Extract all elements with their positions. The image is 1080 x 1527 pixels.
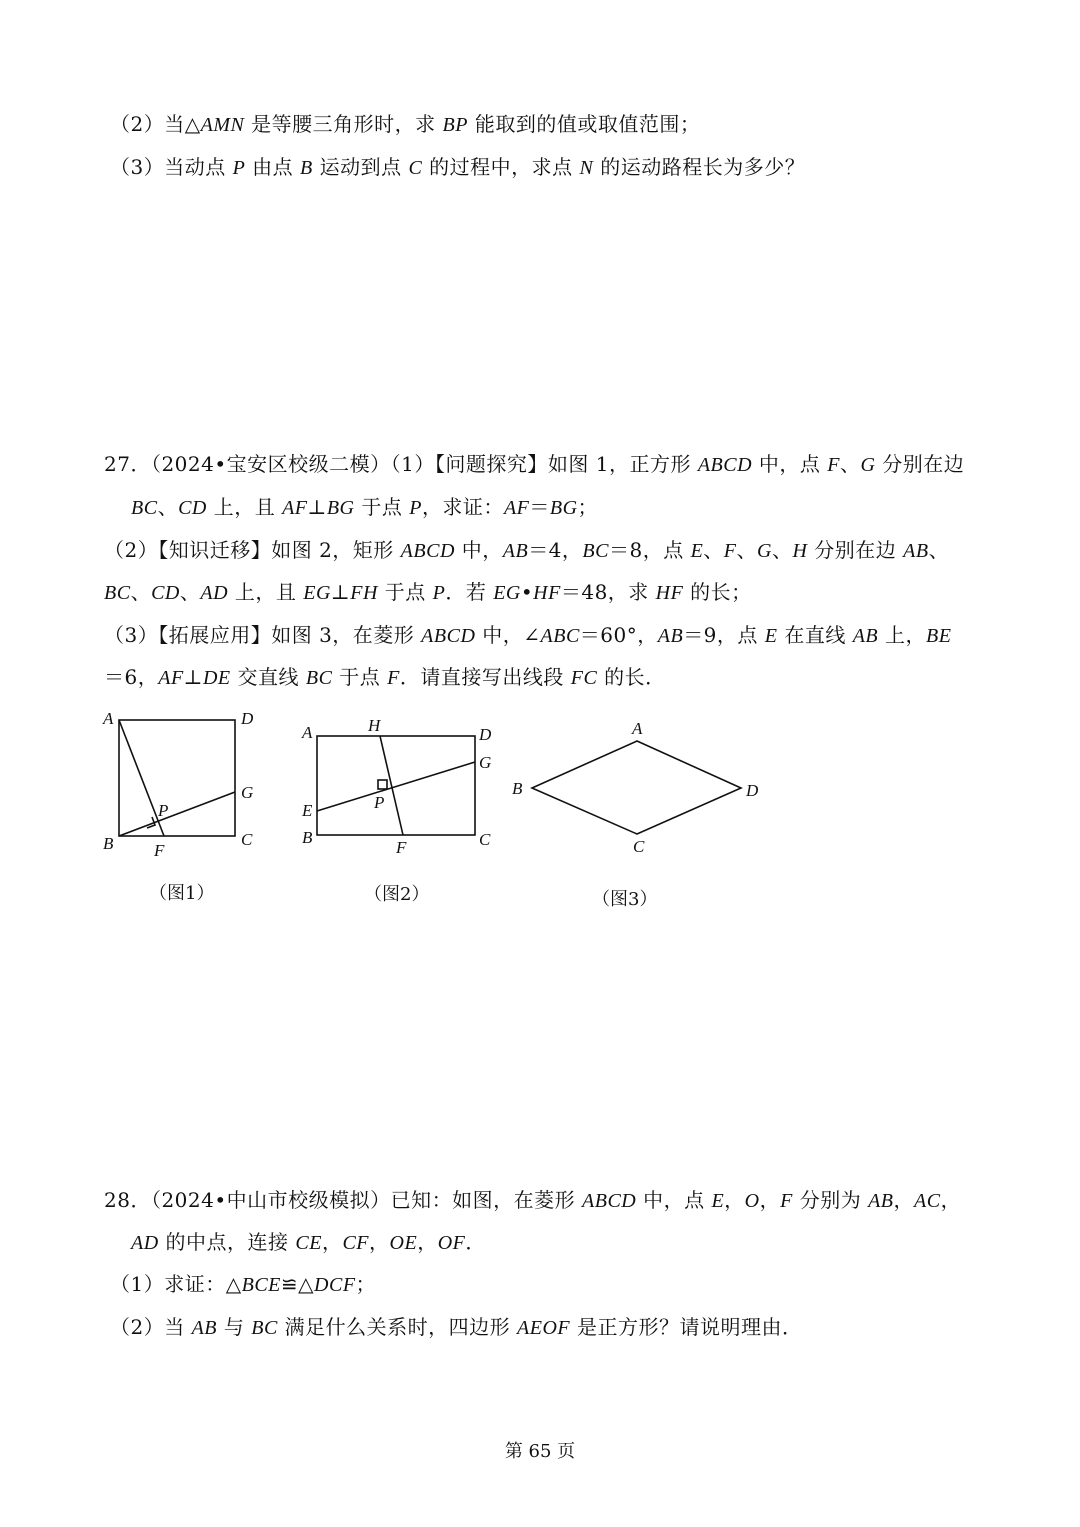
text-run: （1）求证：△	[110, 1272, 242, 1296]
math-variable: AB	[191, 1317, 218, 1339]
math-variable: E	[764, 625, 778, 647]
text-run: 、	[736, 538, 758, 562]
label-b: B	[103, 834, 114, 853]
label-f: F	[154, 841, 165, 860]
figure-2-caption: （图2）	[364, 884, 430, 905]
q28-part2-text	[110, 1314, 802, 1341]
text-run: （2）【知识迁移】如图 2，矩形	[104, 538, 401, 562]
text-run: 上，且	[206, 495, 283, 519]
math-variable: BC	[305, 667, 333, 689]
math-variable: ABCD	[582, 1190, 637, 1212]
text-run: 分别为	[792, 1188, 869, 1212]
rhombus-abcd	[532, 741, 741, 834]
text-run: 在直线	[777, 623, 853, 647]
math-variable: P	[432, 582, 446, 604]
text-run: 上，	[878, 623, 927, 647]
page-number: 第 65 页	[504, 1441, 576, 1462]
math-variable: F	[723, 540, 737, 562]
text-run: 的运动路程长为多少？	[593, 155, 806, 179]
text-run: 满足什么关系时，四边形	[277, 1315, 518, 1339]
math-variable: G	[757, 540, 772, 562]
math-variable: AC	[914, 1190, 941, 1212]
text-run: ；	[577, 495, 599, 519]
text-run: ，	[893, 1188, 914, 1212]
text-run: 中，	[454, 538, 503, 562]
math-variable: DE	[202, 667, 231, 689]
math-variable: BG	[549, 497, 578, 519]
segment-bg	[119, 792, 235, 836]
text-run: ＝6，	[104, 665, 159, 689]
text-run: 中，∠	[475, 623, 541, 647]
label-g: G	[479, 753, 492, 772]
math-variable: BE	[926, 625, 952, 647]
math-variable: AB	[868, 1190, 894, 1212]
math-variable: C	[408, 157, 423, 179]
text-run: 、	[928, 538, 950, 562]
text-run: ．请直接写出线段	[399, 665, 571, 689]
label-d: D	[241, 709, 254, 728]
math-variable: AB	[502, 540, 529, 562]
math-variable: ABC	[540, 625, 580, 647]
math-variable: HF	[655, 582, 684, 604]
text-run: 、	[839, 452, 861, 476]
text-run: 上，且	[228, 580, 304, 604]
math-variable: O	[744, 1190, 760, 1212]
figure-1-caption: （图1）	[149, 883, 215, 904]
math-variable: BP	[442, 114, 468, 136]
text-run: ＝4，	[528, 538, 583, 562]
math-variable: E	[711, 1190, 725, 1212]
label-d: D	[479, 725, 492, 744]
math-variable: OE	[389, 1232, 418, 1254]
label-f: F	[396, 838, 407, 857]
text-run: ．若	[445, 580, 494, 604]
text-run: 运动到点	[312, 155, 409, 179]
text-run: 由点	[245, 155, 301, 179]
label-c: C	[633, 837, 645, 856]
text-run: ＝60°，	[579, 623, 658, 647]
figure-2	[317, 736, 475, 835]
label-c: C	[241, 830, 253, 849]
math-variable: HF	[533, 582, 561, 604]
math-variable: G	[860, 454, 876, 476]
q28-stem-line1	[104, 1187, 961, 1214]
right-angle-mark	[147, 817, 155, 828]
label-c: C	[479, 830, 491, 849]
text-run: （3）【拓展应用】如图 3，在菱形	[104, 623, 422, 647]
text-run: （3）当动点	[110, 155, 233, 179]
math-variable: BC	[104, 582, 131, 604]
math-variable: BC	[131, 497, 158, 519]
text-run: ，求证：	[421, 495, 504, 519]
math-variable: FH	[350, 582, 378, 604]
math-variable: BC	[251, 1317, 278, 1339]
math-variable: P	[232, 157, 246, 179]
math-variable: CE	[295, 1232, 322, 1254]
label-b: B	[512, 779, 523, 798]
math-variable: FC	[570, 667, 598, 689]
figure-3	[532, 741, 741, 834]
label-e: E	[302, 801, 313, 820]
label-h: H	[368, 716, 381, 735]
text-run: ⊥	[330, 580, 351, 604]
math-variable: AD	[131, 1232, 159, 1254]
text-run: 的中点，连接	[158, 1230, 296, 1254]
math-variable: AF	[282, 497, 308, 519]
text-run: 分别在边	[875, 452, 965, 476]
text-run: ⊥	[307, 495, 327, 519]
math-variable: OF	[437, 1232, 466, 1254]
math-variable: E	[690, 540, 704, 562]
text-run: 28．（2024•中山市校级模拟）已知：如图，在菱形	[104, 1188, 583, 1212]
text-run: ，	[724, 1188, 745, 1212]
math-variable: ABCD	[400, 540, 455, 562]
text-run: ＝9，点	[683, 623, 765, 647]
label-p: P	[374, 793, 385, 812]
math-variable: F	[827, 454, 840, 476]
text-run: 、	[157, 495, 179, 519]
math-variable: AB	[903, 540, 929, 562]
text-run: 与	[217, 1315, 252, 1339]
math-variable: BCE	[241, 1274, 281, 1296]
math-variable: P	[409, 497, 422, 519]
q28-stem-line2	[131, 1229, 486, 1256]
math-variable: AF	[158, 667, 184, 689]
text-run: 是正方形？请说明理由．	[570, 1315, 803, 1339]
math-variable: ABCD	[697, 454, 753, 476]
text-run: ，	[940, 1188, 962, 1212]
math-variable: ABCD	[421, 625, 476, 647]
label-d: D	[746, 781, 759, 800]
math-variable: H	[792, 540, 808, 562]
label-p: P	[158, 801, 169, 820]
text-run: 的过程中，求点	[422, 155, 580, 179]
text-run: ，	[321, 1230, 343, 1254]
text-run: 、	[179, 580, 201, 604]
rectangle-abcd	[317, 736, 475, 835]
figure-1	[119, 720, 235, 836]
text-run: 于点	[332, 665, 388, 689]
label-g: G	[241, 783, 254, 802]
text-run: ⊥	[183, 665, 203, 689]
label-a: A	[103, 709, 114, 728]
math-variable: BG	[326, 497, 355, 519]
text-run: ，	[417, 1230, 438, 1254]
text-run: ；	[355, 1272, 377, 1296]
text-run: 、	[771, 538, 793, 562]
text-run: •	[520, 580, 534, 604]
label-b: B	[302, 828, 313, 847]
text-run: ，	[759, 1188, 781, 1212]
label-a: A	[302, 723, 313, 742]
math-variable: CF	[342, 1232, 370, 1254]
right-angle-mark	[378, 780, 387, 789]
math-variable: EG	[303, 582, 331, 604]
math-variable: AMN	[200, 114, 245, 136]
label-a: A	[632, 719, 643, 738]
figure-3-labels	[512, 719, 759, 856]
square-abcd	[119, 720, 235, 836]
text-run: ＝48，求	[560, 580, 656, 604]
math-variable: AEOF	[517, 1317, 571, 1339]
math-variable: AF	[503, 497, 530, 519]
math-variable: EG	[493, 582, 521, 604]
math-variable: AB	[852, 625, 879, 647]
text-run: （2）当△	[110, 112, 201, 136]
text-run: 中，点	[636, 1188, 712, 1212]
math-variable: AD	[200, 582, 229, 604]
text-run: ．	[465, 1230, 486, 1254]
figure-3-caption: （图3）	[592, 889, 658, 910]
q28-part1-text	[110, 1271, 376, 1298]
text-run: 能取到的值或取值范围；	[467, 112, 701, 136]
text-run: 交直线	[230, 665, 306, 689]
math-variable: F	[387, 667, 400, 689]
text-run: （2）当	[110, 1315, 192, 1339]
text-run: 、	[703, 538, 724, 562]
math-variable: CD	[151, 582, 180, 604]
text-run: 中，点	[752, 452, 828, 476]
text-run: 于点	[354, 495, 410, 519]
math-variable: DCF	[314, 1274, 356, 1296]
math-variable: B	[300, 157, 313, 179]
text-run: ＝8，点	[608, 538, 691, 562]
math-variable: CD	[178, 497, 207, 519]
text-run: 27．（2024•宝安区校级二模）（1）【问题探究】如图 1，正方形	[104, 452, 698, 476]
math-variable: N	[579, 157, 594, 179]
text-run: ＝	[529, 495, 550, 519]
math-variable: F	[780, 1190, 793, 1212]
text-run: ，	[369, 1230, 390, 1254]
text-run: 的长；	[683, 580, 752, 604]
text-run: 、	[130, 580, 152, 604]
text-run: 分别在边	[807, 538, 904, 562]
text-run: 的长．	[597, 665, 666, 689]
figure-1-labels	[102, 709, 254, 860]
math-variable: AB	[657, 625, 684, 647]
text-run: ≌△	[280, 1272, 315, 1296]
math-variable: BC	[582, 540, 609, 562]
text-run: 于点	[377, 580, 433, 604]
text-run: 是等腰三角形时，求	[244, 112, 443, 136]
